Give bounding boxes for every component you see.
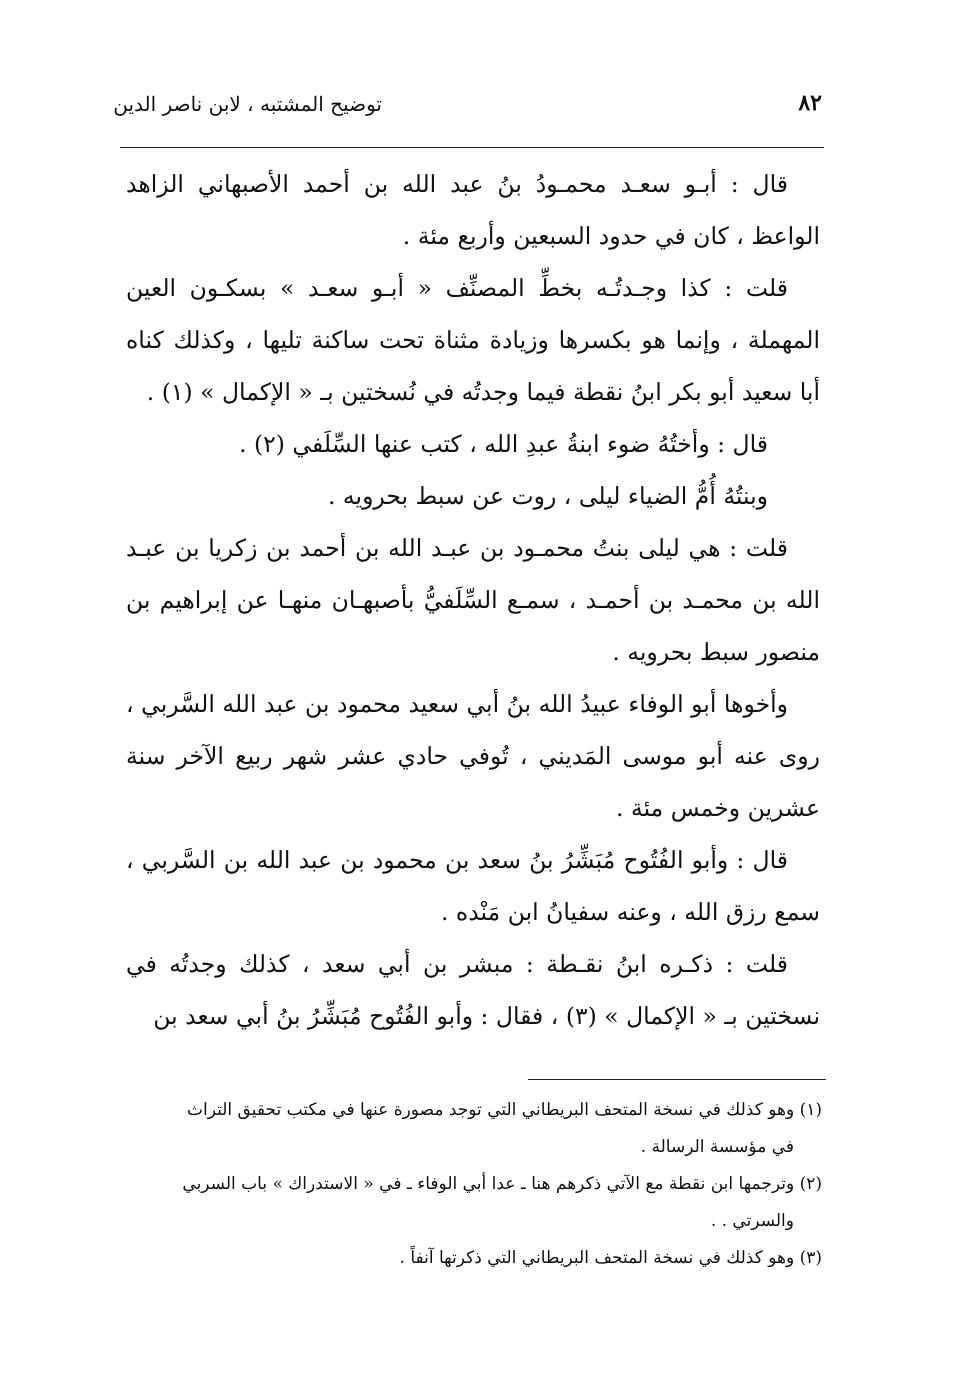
- main-text: [126, 158, 820, 1042]
- paragraph-6: وأخوها أبو الوفاء عبيدُ الله بنُ أبي سعيد محمود بن عبد الله السَّربي ، روى عنه أبو موسى المَديني ، تُوفي حادي عشر شهر ربيع الآخر سنة عشرين وخمس مئة .: [126, 690, 820, 822]
- paragraph-4: وبنتُهُ أُمُّ الضياء ليلى ، روت عن سبط بحرويه .: [327, 482, 768, 510]
- paragraph-7: قال : وأبو الفُتُوح مُبَشِّرُ بنُ سعد بن محمود بن عبد الله بن السَّربي ، سمع رزق الله ، وعنه سفيانُ ابن مَنْده .: [126, 846, 820, 926]
- footnote-1-continued: في مؤسسة الرسالة .: [640, 1137, 794, 1157]
- footnote-2-continued: والسرتي . .: [710, 1211, 794, 1231]
- running-title: توضيح المشتبه ، لابن ناصر الدين: [113, 92, 382, 116]
- running-header: [113, 88, 822, 128]
- page-number: ٨٢: [798, 90, 822, 116]
- footnote-3: (٣) وهو كذلك في نسخة المتحف البريطاني التي ذكرتها آنفاً .: [399, 1248, 822, 1268]
- footnote-divider: [528, 1079, 826, 1080]
- paragraph-5: قلت : هي ليلى بنتُ محمـود بن عبـد الله بن أحمد بن زكريا بن عبـد الله بن محمـد بن أحمـد ، سمـع السِّلَفيُّ بأصبهـان منهـا عن إبراهيم بن منصور سبط بحرويه .: [126, 534, 820, 666]
- footnotes: [130, 1092, 822, 1277]
- footnote-1: (١) وهو كذلك في نسخة المتحف البريطاني التي توجد مصورة عنها في مكتب تحقيق التراث: [187, 1100, 822, 1120]
- header-divider: [120, 147, 824, 148]
- footnote-2: (٢) وترجمها ابن نقطة مع الآتي ذكرهم هنا ـ عدا أبي الوفاء ـ في « الاستدراك » باب السربي: [182, 1174, 822, 1194]
- paragraph-1: قال : أبـو سعـد محمـودُ بنُ عبد الله بن أحمد الأصبهاني الزاهد الواعظ ، كان في حدود السبعين وأربع مئة .: [126, 170, 820, 250]
- paragraph-2: قلت : كذا وجـدتُـه بخطِّ المصنِّف « أبـو سعـد » بسكـون العين المهملة ، وإنما هو بكسرها وزيادة مثناة تحت ساكنة تليها ، وكذلك كناه أبا سعيد أبو بكر ابنُ نقطة فيما وجدتُه في نُسختين بـ « الإكمال » (١) .: [126, 274, 820, 406]
- paragraph-8: قلت : ذكـره ابنُ نقـطة : مبشر بن أبي سعد ، كذلك وجدتُه في نسختين بـ « الإكمال » (٣) ، فقال : وأبو الفُتُوح مُبَشِّرُ بنُ أبي سعد بن: [126, 950, 820, 1030]
- paragraph-3: قال : وأختُهُ ضوء ابنةُ عبدِ الله ، كتب عنها السِّلَفي (٢) .: [239, 430, 768, 458]
